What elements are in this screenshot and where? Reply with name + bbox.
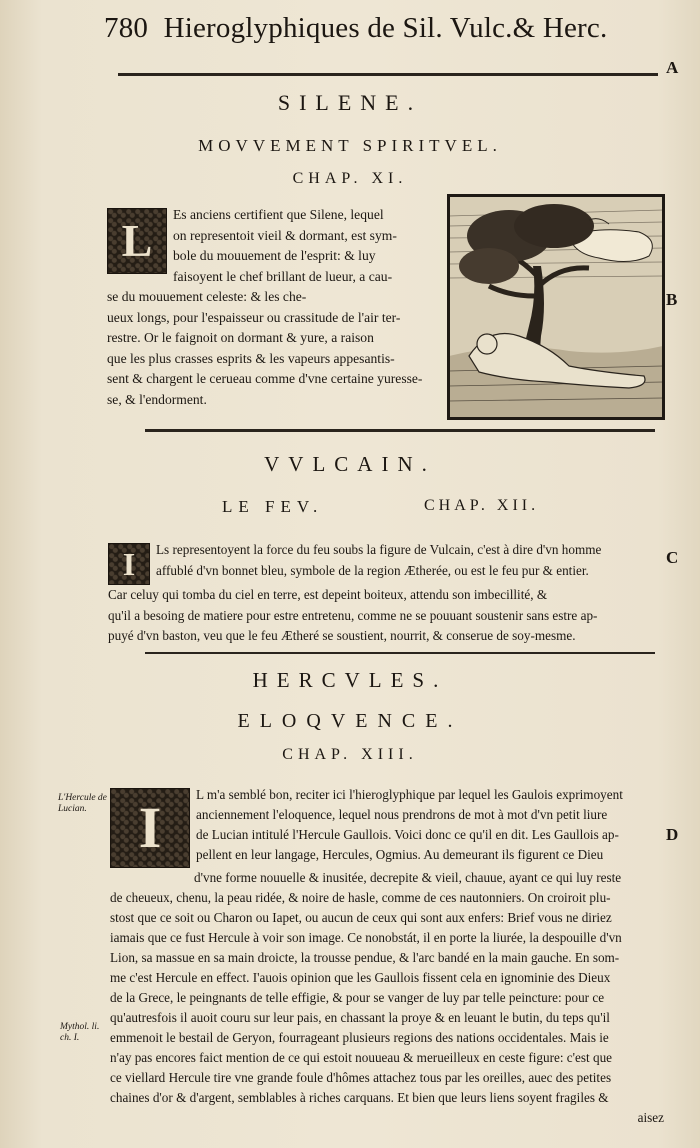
hercules-line-5: d'vne forme nouuelle & inusitée, decrepite & vieil, chauue, ayant ce qui luy reste [194, 870, 622, 885]
margin-note-lucian: L'Hercule de Lucian. [58, 793, 107, 814]
margin-letter-b: B [666, 290, 678, 309]
silene-line-1: Es anciens certifient que Silene, lequel [173, 207, 384, 222]
silene-line-10: se, & l'endorment. [107, 391, 207, 407]
section-rule-2 [145, 652, 655, 654]
silene-line-4: faisoyent le chef brillant de lueur, a cau- [173, 268, 393, 284]
vulcain-line-3: Car celuy qui tomba du ciel en terre, est depeint boiteux, attendu son imbecillité, & [108, 587, 548, 602]
hercules-line-1: L m'a semblé bon, reciter ici l'hieroglyphique par lequel les Gaulois exprimoyent [196, 787, 623, 802]
page-number: 780 [104, 12, 149, 44]
running-title: Hieroglyphiques de Sil. Vulc.& Herc. [163, 12, 608, 44]
header-rule [118, 73, 658, 76]
hercules-catchword: aisez [637, 1110, 664, 1125]
hercules-line-14: n'ay pas encores faict mention de ce qui estoit nouueau & merueilleux en ceste figure: c'est que [110, 1050, 613, 1065]
silene-line-9: sent & chargent le cerueau comme d'vne certaine yuresse- [107, 371, 423, 386]
vulcain-line-2: affublé d'vn bonnet bleu, symbole de la region Ætherée, ou est le feu pur & entier. [156, 562, 589, 578]
silene-line-2: on representoit vieil & dormant, est sym- [173, 227, 397, 243]
hercules-line-11: de la Grece, le peingnants de telle effigie, & pour se vanger de luy par telle peincture: pour ce [110, 990, 605, 1005]
hercules-line-9: Lion, sa massue en sa main droicte, la trousse pendue, & l'arc bandé en la main gauche. En som- [110, 950, 620, 965]
running-header [104, 12, 644, 45]
margin-letter-c: C [666, 548, 679, 567]
margin-letter-a: A [666, 58, 679, 77]
silene-line-3: bole du mouuement de l'esprit: & luy [173, 248, 376, 263]
vulcain-line-1: Ls representoyent la force du feu soubs la figure de Vulcain, c'est à dire d'vn homme [156, 542, 602, 557]
dropcap-i-vulcain: I [108, 543, 150, 585]
section-subtitle-hercules: ELOQVENCE. [237, 710, 463, 732]
silene-line-7: restre. Or le faignoit on dormant & yure, a raison [107, 330, 374, 345]
silene-line-5: se du mouuement celeste: & les che- [107, 289, 307, 304]
silene-woodcut-illustration [447, 194, 665, 420]
margin-note-mythol: Mythol. li. ch. I. [60, 1022, 100, 1043]
chapter-heading-xiii: CHAP. XIII. [282, 746, 418, 763]
silene-paragraph [107, 205, 443, 410]
silene-line-8: que les plus crasses esprits & les vapeurs appesantis- [107, 350, 395, 366]
hercules-line-16: chaines d'or & d'argent, semblables à riches carquans. Et bien que leurs liens soyent fragiles & [110, 1090, 609, 1105]
hercules-line-6: de cheueux, chenu, la peau ridée, & noire de hasle, comme de ces nautonniers. On croiroit plu- [110, 890, 611, 905]
hercules-line-10: me c'est Hercule en effect. I'auois opinion que les Gaullois fissent cela en ignominie des Dieux [110, 970, 611, 985]
hercules-line-3: de Lucian intitulé l'Hercule Gaullois. Voici donc ce qu'il en dit. Les Gaullois ap- [196, 827, 619, 842]
hercules-line-2: anciennement l'eloquence, lequel nous prendrons de mot à mot d'vn petit liure [196, 807, 608, 822]
dropcap-l: L [107, 208, 167, 274]
hercules-line-7: stost que ce soit ou Charon ou Iapet, ou aucun de ceux qui sont aux enfers: Brief vous ne diriez [110, 910, 612, 925]
section-rule-1 [145, 429, 655, 432]
section-title-hercules: HERCVLES. [252, 668, 448, 692]
hercules-line-15: ce viellard Hercule tire vne grande foule d'hômes attachez tous par les oreilles, auec des petites [110, 1070, 612, 1085]
chapter-heading-xi: CHAP. XI. [292, 170, 408, 187]
margin-letter-d: D [666, 825, 679, 844]
section-subtitle-vulcain: LE FEV. [222, 497, 324, 516]
hercules-paragraph [110, 785, 664, 1128]
hercules-line-13: emmenoit le bestail de Geryon, fourrageant plusieurs regions des nations occidentales. Mais ie [110, 1030, 609, 1045]
vulcain-paragraph [108, 540, 638, 647]
silene-line-6: ueux longs, pour l'espaisseur ou crassitude de l'air ter- [107, 309, 401, 325]
vulcain-line-5: puyé d'vn baston, veu que le feu Ætheré se soustient, nourrit, & conserue de soy-mesme. [108, 628, 576, 643]
section-title-vulcain: VVLCAIN. [264, 452, 436, 476]
hercules-line-8: iamais que ce fust Hercule à voir son image. Ce nonobstát, il en porte la liurée, la despouille d'vn [110, 930, 622, 945]
hercules-line-4: pellent en leur langage, Hercules, Ogmius. Au demeurant ils figurent ce Dieu [196, 847, 604, 862]
section-title-silene: SILENE. [277, 90, 423, 115]
section-subtitle-silene: MOVVEMENT SPIRITVEL. [198, 136, 502, 155]
chapter-heading-xii: CHAP. XII. [424, 497, 540, 514]
vulcain-line-4: qu'il a besoing de matiere pour estre entretenu, comme ne se pouuant soustenir sans estre ap- [108, 607, 598, 623]
dropcap-i-hercules: I [110, 788, 190, 868]
hercules-line-12: qu'autresfois il auoit couru sur leur pais, en chassant la proye & en leuant le butin, du teps qu'il [110, 1010, 610, 1025]
